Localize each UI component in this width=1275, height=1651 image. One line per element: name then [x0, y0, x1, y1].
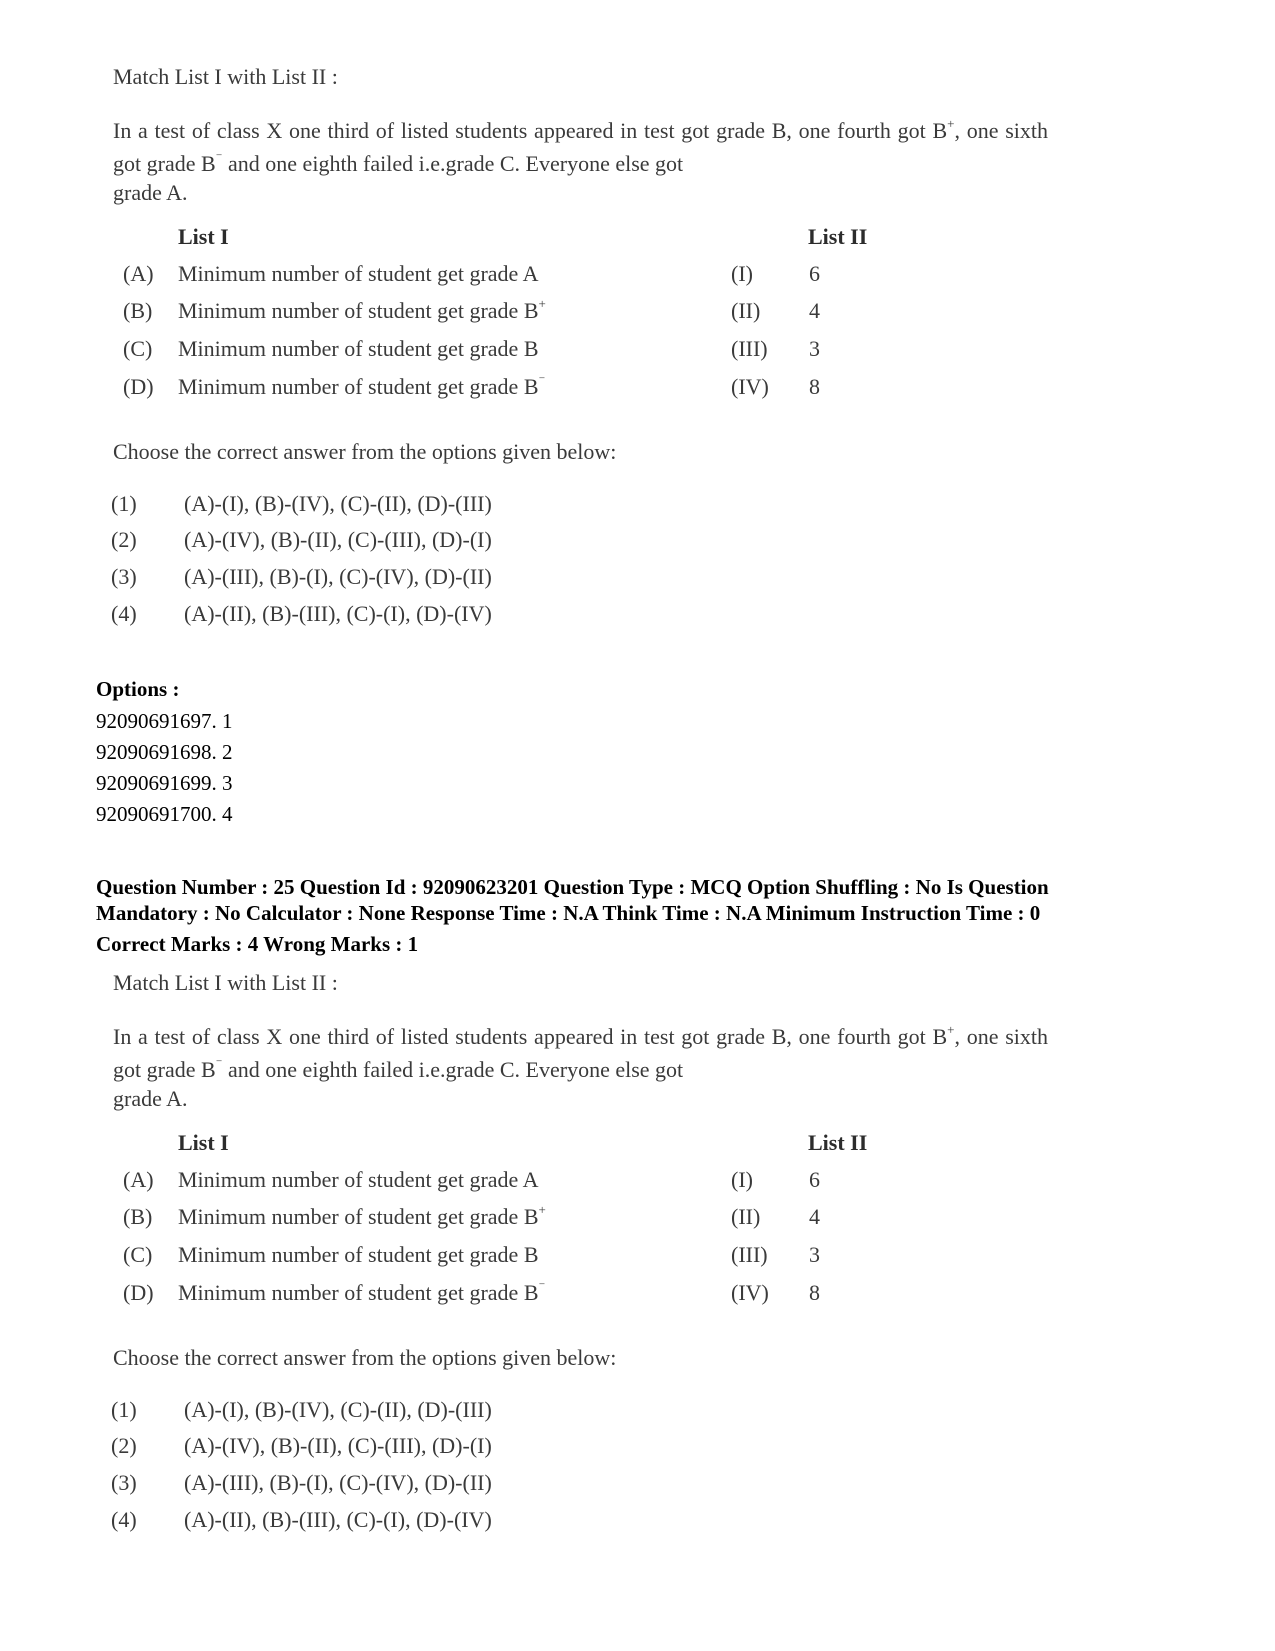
list2-value: 8	[809, 1280, 820, 1305]
stem-text: , one sixth got grade B	[113, 118, 1048, 176]
list2-heading: List II	[808, 224, 868, 249]
row-tag: (B)	[123, 1204, 153, 1229]
option-number: (2)	[111, 527, 137, 552]
option-number: (1)	[111, 1397, 137, 1422]
list1-heading: List I	[178, 224, 229, 249]
option-number: (2)	[111, 1433, 137, 1458]
list2-tag: (III)	[731, 1242, 768, 1267]
options-label: Options :	[96, 677, 180, 701]
stem-sup: ⁻	[215, 148, 223, 164]
list2-value: 6	[809, 261, 820, 286]
row-tag: (A)	[123, 261, 154, 286]
list2-tag: (II)	[731, 1204, 761, 1229]
list1-heading: List I	[178, 1130, 229, 1155]
option-text: (A)-(III), (B)-(I), (C)-(IV), (D)-(II)	[184, 1470, 492, 1495]
option-id-line: 92090691697. 1	[96, 709, 233, 733]
option-text: (A)-(III), (B)-(I), (C)-(IV), (D)-(II)	[184, 564, 492, 589]
question-stem	[113, 114, 1048, 206]
option-text: (A)-(II), (B)-(III), (C)-(I), (D)-(IV)	[184, 1507, 492, 1532]
list2-value: 4	[809, 1204, 820, 1229]
row-text: Minimum number of student get grade A	[178, 261, 539, 286]
row-tag: (C)	[123, 336, 153, 361]
option-number: (3)	[111, 1470, 137, 1495]
list2-tag: (I)	[731, 261, 753, 286]
option-number: (1)	[111, 491, 137, 516]
row-text: Minimum number of student get grade B+	[178, 295, 546, 323]
option-text: (A)-(IV), (B)-(II), (C)-(III), (D)-(I)	[184, 527, 492, 552]
row-text: Minimum number of student get grade B+	[178, 1201, 546, 1229]
row-text: Minimum number of student get grade B	[178, 336, 539, 361]
list2-tag: (II)	[731, 298, 761, 323]
list2-heading: List II	[808, 1130, 868, 1155]
stem-text: In a test of class X one third of listed students appeared in test got grade B, one fourth got B	[113, 1024, 948, 1049]
stem-text: and one eighth failed i.e.grade C. Everyone else got	[222, 1057, 684, 1082]
list2-value: 3	[809, 1242, 820, 1267]
list2-value: 6	[809, 1167, 820, 1192]
option-number: (4)	[111, 601, 137, 626]
option-id-line: 92090691700. 4	[96, 802, 233, 826]
row-text: Minimum number of student get grade B	[178, 1242, 539, 1267]
option-text: (A)-(II), (B)-(III), (C)-(I), (D)-(IV)	[184, 601, 492, 626]
question-image-2	[0, 970, 1275, 1570]
row-text: Minimum number of student get grade B⁻	[178, 371, 546, 399]
stem-text: and one eighth failed i.e.grade C. Everyone else got	[222, 151, 684, 176]
row-tag: (D)	[123, 1280, 154, 1305]
stem-text: , one sixth got grade B	[113, 1024, 1048, 1082]
stem-text: In a test of class X one third of listed students appeared in test got grade B, one fourth got B	[113, 118, 948, 143]
list2-tag: (IV)	[731, 374, 769, 399]
question-title: Match List I with List II :	[113, 64, 338, 89]
list2-value: 4	[809, 298, 820, 323]
option-id-line: 92090691698. 2	[96, 740, 233, 764]
row-tag: (C)	[123, 1242, 153, 1267]
option-text: (A)-(IV), (B)-(II), (C)-(III), (D)-(I)	[184, 1433, 492, 1458]
row-tag: (B)	[123, 298, 153, 323]
option-number: (3)	[111, 564, 137, 589]
stem-text: grade A.	[113, 1086, 188, 1111]
meta-line: Correct Marks : 4 Wrong Marks : 1	[96, 932, 419, 956]
question-title: Match List I with List II :	[113, 970, 338, 995]
list2-value: 8	[809, 374, 820, 399]
list2-value: 3	[809, 336, 820, 361]
option-number: (4)	[111, 1507, 137, 1532]
row-text: Minimum number of student get grade A	[178, 1167, 539, 1192]
list2-tag: (IV)	[731, 1280, 769, 1305]
option-text: (A)-(I), (B)-(IV), (C)-(II), (D)-(III)	[184, 491, 492, 516]
choose-instruction: Choose the correct answer from the options given below:	[113, 439, 617, 464]
question-meta	[96, 874, 1206, 957]
stem-text: grade A.	[113, 180, 188, 205]
option-id-line: 92090691699. 3	[96, 771, 233, 795]
stem-sup: ⁻	[215, 1054, 223, 1070]
list2-tag: (III)	[731, 336, 768, 361]
meta-line: Mandatory : No Calculator : None Response Time : N.A Think Time : N.A Minimum Instruction Time : 0	[96, 901, 1041, 925]
row-tag: (A)	[123, 1167, 154, 1192]
stem-sup: +	[947, 1021, 955, 1037]
question-image-1	[0, 64, 1275, 664]
meta-line: Question Number : 25 Question Id : 92090623201 Question Type : MCQ Option Shuffling : No Is Question	[96, 875, 1049, 899]
option-text: (A)-(I), (B)-(IV), (C)-(II), (D)-(III)	[184, 1397, 492, 1422]
row-tag: (D)	[123, 374, 154, 399]
stem-sup: +	[947, 115, 955, 131]
question-stem	[113, 1020, 1048, 1112]
choose-instruction: Choose the correct answer from the options given below:	[113, 1345, 617, 1370]
row-text: Minimum number of student get grade B⁻	[178, 1277, 546, 1305]
list2-tag: (I)	[731, 1167, 753, 1192]
